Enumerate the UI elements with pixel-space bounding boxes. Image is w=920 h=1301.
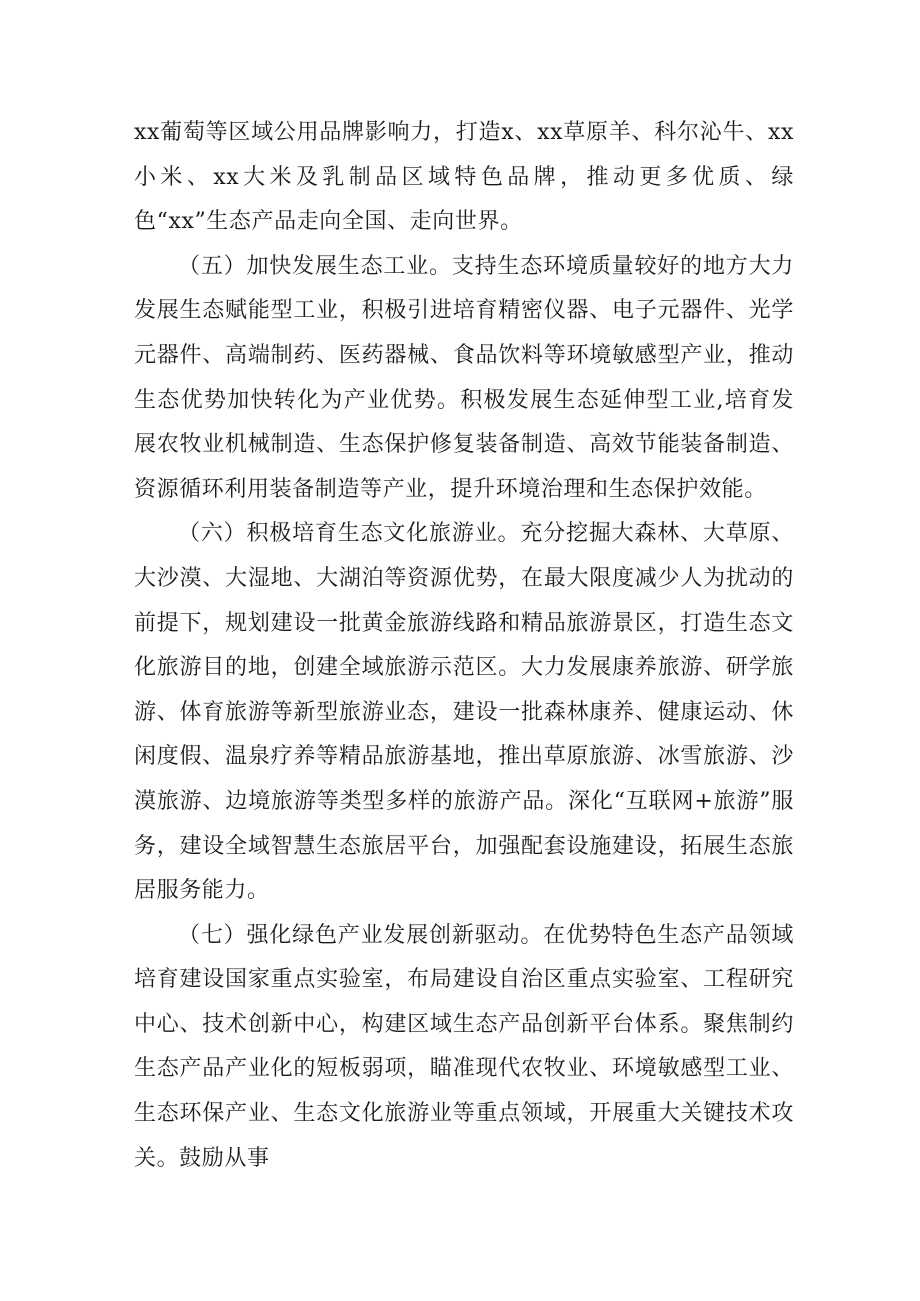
- paragraph-innovation: （七）强化绿色产业发展创新驱动。在优势特色生态产品领域培育建设国家重点实验室，布局建设自治区重点实验室、工程研究中心、技术创新中心，构建区域生态产品创新平台体系。聚焦制约生态产品产业化的短板弱项，瞄准现代农牧业、环境敏感型工业、生态环保产业、生态文化旅游业等重点领域，开展重大关键技术攻关。鼓励从事: [134, 922, 794, 1171]
- paragraph-eco-industry: （五）加快发展生态工业。支持生态环境质量较好的地方大力发展生态赋能型工业，积极引进培育精密仪器、电子元器件、光学元器件、高端制药、医药器械、食品饮料等环境敏感型产业，推动生态优势加快转化为产业优势。积极发展生态延伸型工业,培育发展农牧业机械制造、生态保护修复装备制造、高效节能装备制造、资源循环利用装备制造等产业，提升环境治理和生态保护效能。: [134, 253, 794, 502]
- paragraph-eco-tourism: （六）积极培育生态文化旅游业。充分挖掘大森林、大草原、大沙漠、大湿地、大湖泊等资源优势，在最大限度减少人为扰动的前提下，规划建设一批黄金旅游线路和精品旅游景区，打造生态文化旅游目的地，创建全域旅游示范区。大力发展康养旅游、研学旅游、体育旅游等新型旅游业态，建设一批森林康养、健康运动、休闲度假、温泉疗养等精品旅游基地，推出草原旅游、冰雪旅游、沙漠旅游、边境旅游等类型多样的旅游产品。深化“互联网+旅游”服务，建设全域智慧生态旅居平台，加强配套设施建设，拓展生态旅居服务能力。: [134, 521, 794, 904]
- document-body: [134, 111, 794, 1181]
- paragraph-brand-influence: xx葡萄等区域公用品牌影响力，打造x、xx草原羊、科尔沁牛、xx小米、xx大米及乳制品区域特色品牌，推动更多优质、绿色“xx”生态产品走向全国、走向世界。: [134, 120, 794, 235]
